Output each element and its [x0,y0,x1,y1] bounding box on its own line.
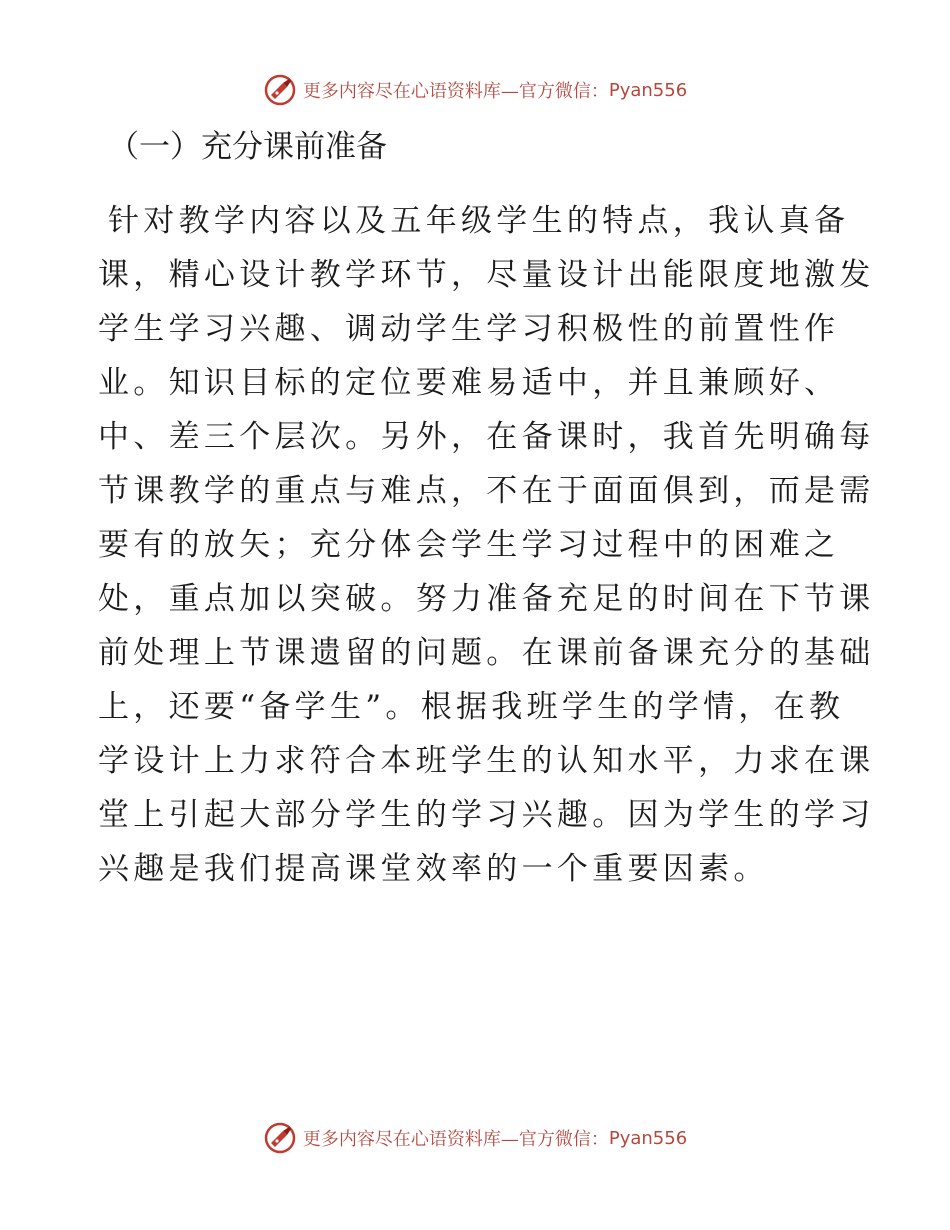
paragraph-line: 中、差三个层次。另外，在备课时，我首先明确每 [98,419,875,455]
body-paragraph [98,194,875,896]
pen-nib-logo-icon [263,1121,297,1155]
watermark-wechat-id: Pyan556 [608,1127,688,1149]
watermark-text: 更多内容尽在心语资料库—官方微信： [302,1129,609,1150]
paragraph-line: 处，重点加以突破。努力准备充足的时间在下节课 [98,581,875,617]
paragraph-line: 前处理上节课遗留的问题。在课前备课充分的基础 [98,635,875,671]
pen-nib-logo-icon [263,73,297,107]
footer-watermark [0,1118,950,1158]
paragraph-line: 兴趣是我们提高课堂效率的一个重要因素。 [98,851,769,887]
paragraph-line: 针对教学内容以及五年级学生的特点，我认真备 [108,203,850,239]
paragraph-line: 业。知识目标的定位要难易适中，并且兼顾好、 [98,365,840,401]
paragraph-line: 要有的放矢；充分体会学生学习过程中的困难之 [98,527,840,563]
paragraph-line: 学设计上力求符合本班学生的认知水平，力求在课 [98,743,875,779]
paragraph-line: 上，还要“备学生”。根据我班学生的学情，在教 [98,689,845,725]
section-title: （一）充分课前准备 [108,129,387,165]
paragraph-line: 学生学习兴趣、调动学生学习积极性的前置性作 [98,311,840,347]
watermark-text: 更多内容尽在心语资料库—官方微信： [302,81,609,102]
header-watermark [0,70,950,110]
watermark-wechat-id: Pyan556 [608,79,688,101]
paragraph-line: 节课教学的重点与难点，不在于面面俱到，而是需 [98,473,875,509]
paragraph-line: 课，精心设计教学环节，尽量设计出能限度地激发 [98,257,875,293]
paragraph-line: 堂上引起大部分学生的学习兴趣。因为学生的学习 [98,797,875,833]
